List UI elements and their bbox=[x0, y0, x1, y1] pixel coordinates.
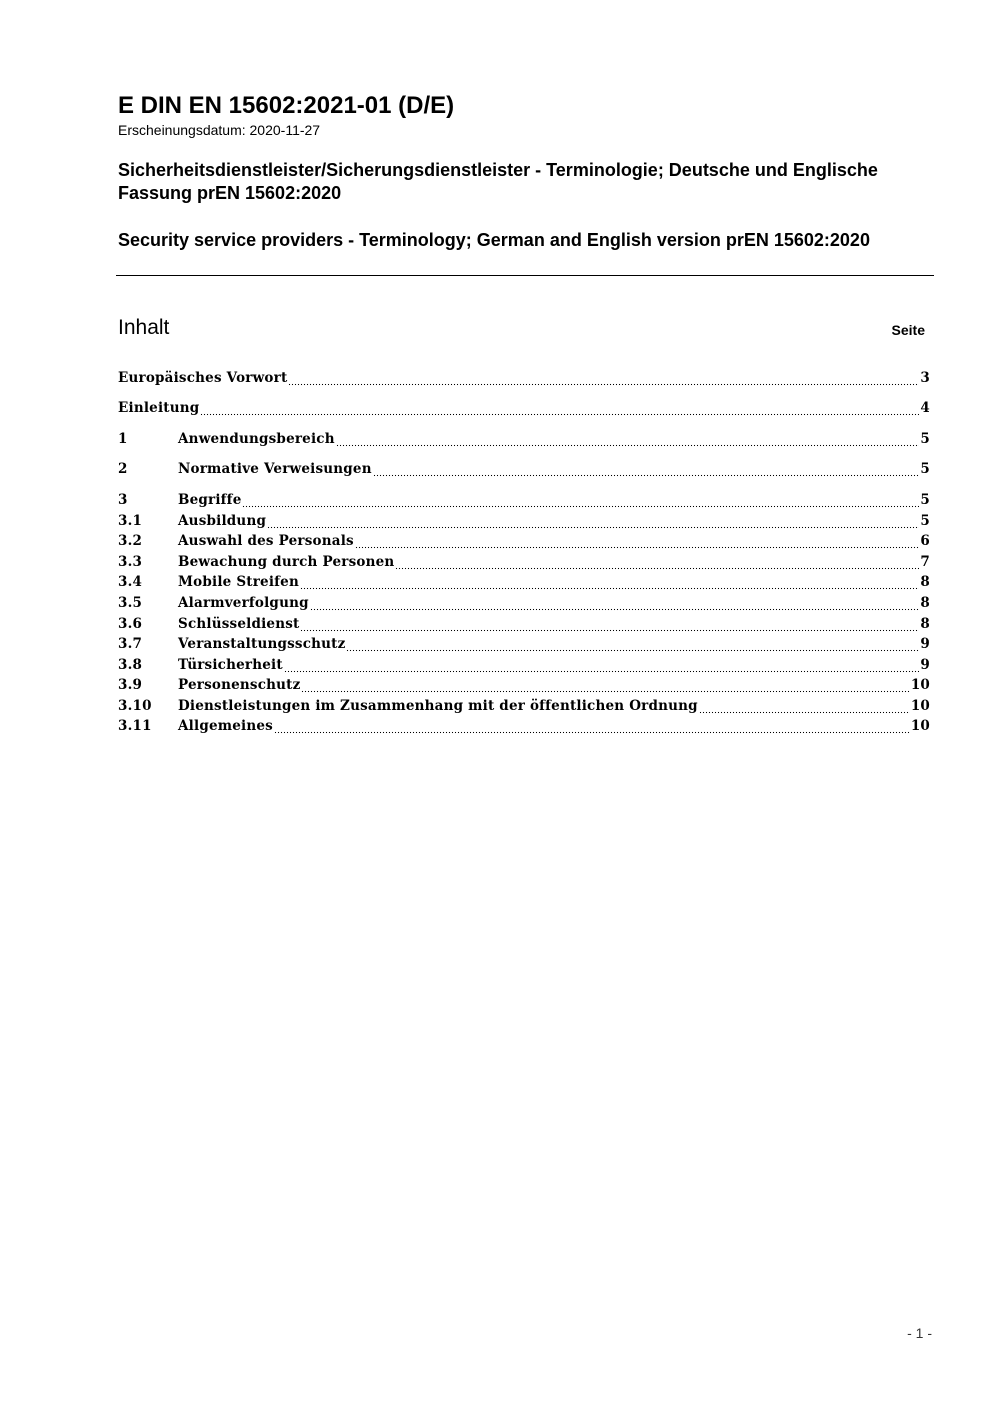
toc-leader bbox=[373, 461, 920, 481]
toc-entry-2[interactable] bbox=[118, 461, 930, 481]
toc-leader bbox=[267, 513, 919, 533]
toc-entry-number: 1 bbox=[118, 431, 128, 447]
toc-entry-number: 3.7 bbox=[118, 636, 143, 652]
toc-entry-number: 3.5 bbox=[118, 595, 143, 611]
page-number: - 1 - bbox=[907, 1325, 932, 1341]
toc-entry-text: Allgemeines bbox=[178, 718, 273, 734]
toc-entry-page: 10 bbox=[910, 698, 930, 714]
toc-entry-number: 3.10 bbox=[118, 698, 152, 714]
publication-date: Erscheinungsdatum: 2020-11-27 bbox=[118, 122, 321, 138]
toc-entry-page: 10 bbox=[910, 677, 930, 693]
toc-entry-page: 5 bbox=[920, 492, 930, 508]
toc-entry-text: Türsicherheit bbox=[178, 657, 283, 673]
toc-entry-page: 8 bbox=[920, 595, 930, 611]
toc-entry-text: Schlüsseldienst bbox=[178, 616, 300, 632]
toc-entry-text: Ausbildung bbox=[178, 513, 267, 529]
toc-entry-number: 3.1 bbox=[118, 513, 143, 529]
toc-leader bbox=[346, 636, 919, 656]
toc-entry-page: 6 bbox=[920, 533, 930, 549]
toc-entry-1[interactable] bbox=[118, 431, 930, 451]
toc-entry-3-2[interactable] bbox=[118, 533, 930, 553]
toc-entry-text: Auswahl des Personals bbox=[178, 533, 354, 549]
toc-entry-page: 9 bbox=[920, 636, 930, 652]
toc-entry-text: Alarmverfolgung bbox=[178, 595, 309, 611]
toc-entry-text: Veranstaltungsschutz bbox=[178, 636, 346, 652]
toc-entry-page: 8 bbox=[920, 574, 930, 590]
toc-entry-text: Dienstleistungen im Zusammenhang mit der öffentlichen Ordnung bbox=[178, 698, 698, 714]
toc-leader bbox=[699, 698, 910, 718]
toc-entry-number: 3.2 bbox=[118, 533, 143, 549]
toc-entry-number: 3.9 bbox=[118, 677, 143, 693]
toc-leader bbox=[288, 370, 919, 390]
toc-entry-3-4[interactable] bbox=[118, 574, 930, 594]
toc-entry-3-11[interactable] bbox=[118, 718, 930, 738]
toc-entry-page: 8 bbox=[920, 616, 930, 632]
toc-entry-number: 2 bbox=[118, 461, 128, 477]
toc-leader bbox=[200, 400, 919, 420]
toc-entry-number: 3.6 bbox=[118, 616, 143, 632]
toc-entry-page: 5 bbox=[920, 513, 930, 529]
toc-leader bbox=[336, 431, 920, 451]
title-english: Security service providers - Terminology; German and English version prEN 15602:2020 bbox=[118, 230, 870, 250]
toc-entry-3-3[interactable] bbox=[118, 554, 930, 574]
toc-entry-text: Begriffe bbox=[178, 492, 242, 508]
toc-entry-page: 10 bbox=[910, 718, 930, 734]
toc-entry-3-7[interactable] bbox=[118, 636, 930, 656]
title-german: Sicherheitsdienstleister/Sicherungsdienstleister - Terminologie; Deutsche und Englische Fassung prEN 15602:2020 bbox=[118, 160, 878, 203]
header-divider bbox=[116, 275, 934, 276]
toc-page-label: Seite bbox=[891, 322, 925, 338]
toc-heading: Inhalt bbox=[118, 316, 170, 339]
toc-leader bbox=[395, 554, 919, 574]
toc-entry-text: Europäisches Vorwort bbox=[118, 370, 288, 386]
toc-entry-3-9[interactable] bbox=[118, 677, 930, 697]
toc-entry-number: 3.3 bbox=[118, 554, 143, 570]
toc-entry-einleitung[interactable] bbox=[118, 400, 930, 420]
toc-entry-3-5[interactable] bbox=[118, 595, 930, 615]
toc-entry-number: 3.4 bbox=[118, 574, 143, 590]
toc-leader bbox=[310, 595, 920, 615]
toc-leader bbox=[355, 533, 920, 553]
toc-entry-europaeisches-vorwort[interactable] bbox=[118, 370, 930, 390]
toc-entry-3-10[interactable] bbox=[118, 698, 930, 718]
toc-entry-3-8[interactable] bbox=[118, 657, 930, 677]
toc-entry-text: Anwendungsbereich bbox=[178, 431, 335, 447]
toc-entry-text: Einleitung bbox=[118, 400, 200, 416]
toc-leader bbox=[300, 616, 919, 636]
toc-entry-page: 9 bbox=[920, 657, 930, 673]
toc-entry-page: 7 bbox=[920, 554, 930, 570]
toc-entry-number: 3.11 bbox=[118, 718, 152, 734]
toc-leader bbox=[242, 492, 919, 512]
toc-entry-number: 3 bbox=[118, 492, 128, 508]
toc-leader bbox=[284, 657, 920, 677]
toc-entry-text: Normative Verweisungen bbox=[178, 461, 372, 477]
toc-leader bbox=[300, 574, 919, 594]
toc-entry-3-6[interactable] bbox=[118, 616, 930, 636]
toc-leader bbox=[274, 718, 910, 738]
document-title: E DIN EN 15602:2021-01 (D/E) bbox=[118, 92, 455, 119]
toc-entry-page: 5 bbox=[920, 461, 930, 477]
toc-entry-3[interactable] bbox=[118, 492, 930, 512]
toc-entry-text: Personenschutz bbox=[178, 677, 301, 693]
toc-leader bbox=[301, 677, 909, 697]
toc-entry-page: 4 bbox=[920, 400, 930, 416]
toc-entry-text: Bewachung durch Personen bbox=[178, 554, 395, 570]
toc-entry-page: 5 bbox=[920, 431, 930, 447]
toc-entry-number: 3.8 bbox=[118, 657, 143, 673]
toc-entry-text: Mobile Streifen bbox=[178, 574, 299, 590]
toc-entry-page: 3 bbox=[920, 370, 930, 386]
toc-entry-3-1[interactable] bbox=[118, 513, 930, 533]
